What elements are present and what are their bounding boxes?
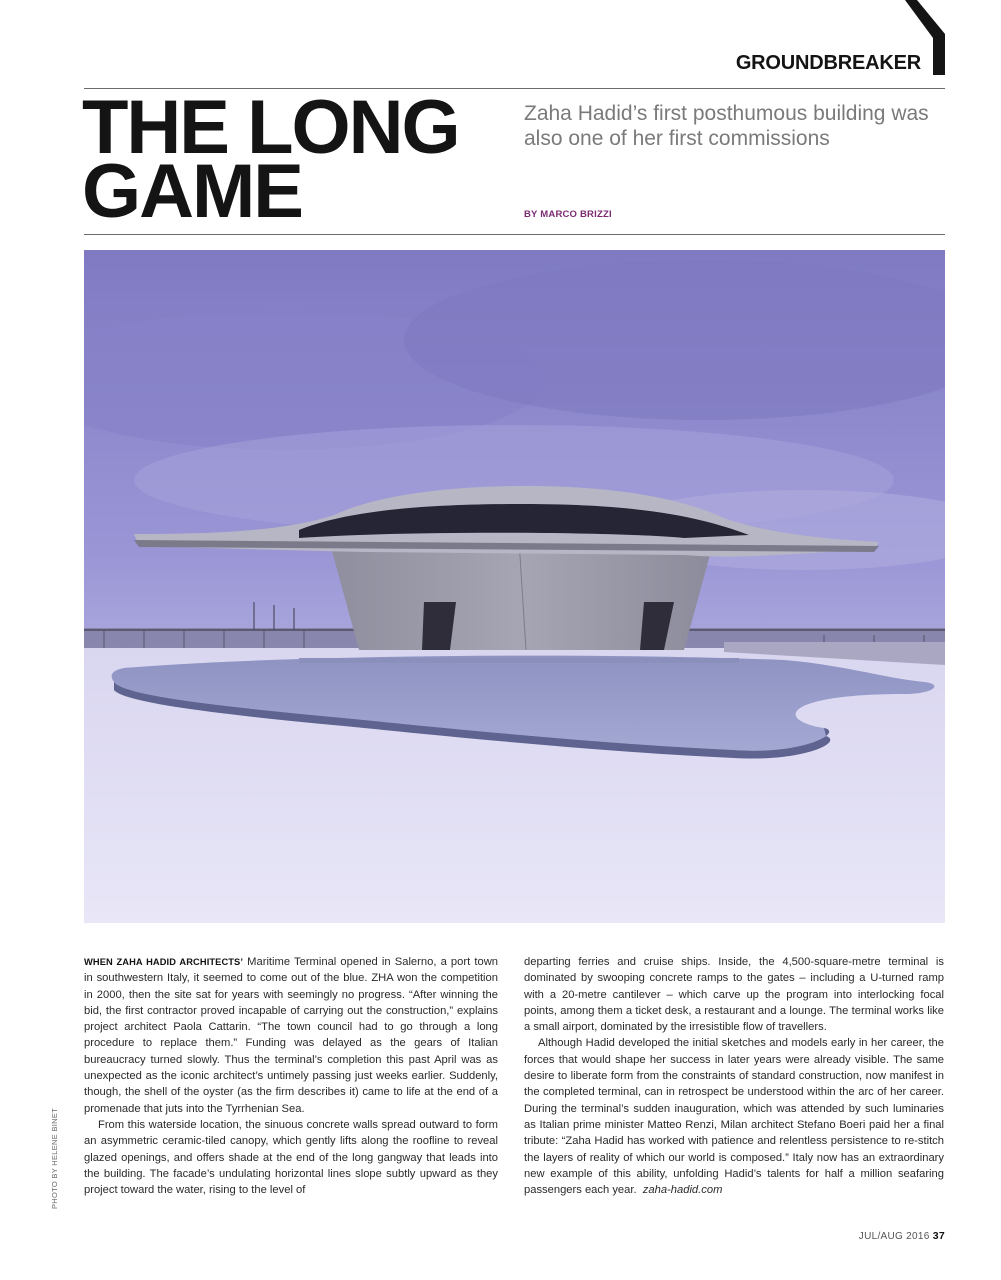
folio [859, 1230, 945, 1242]
issue-date: JUL/AUG 2016 [858, 1231, 930, 1242]
headline-line-2: GAME [82, 149, 302, 234]
paragraph: WHEN ZAHA HADID ARCHITECTS’ Maritime Terminal opened in Salerno, a port town in southwestern Italy, it seemed to come out of the blue. ZHA won the competition in 2000, then the site sat for years with seemingly no progress. “After winning the bid, the first contractor proved incapable of carrying out the construction,” explains project architect Paola Cattarin. “The town council had to go through a long procedure to replace them.” Funding was delayed as the gears of Italian bureaucracy turned slowly. Thus the terminal’s completion this past April was as unexpected as the iconic architect’s untimely passing just weeks earlier. Suddenly, though, the shell of the oyster (as the firm describes it) came to life at the end of a promenade that juts into the Tyrrhenian Sea. [84, 956, 498, 1115]
hero-photo [84, 250, 945, 923]
headline-line-1: THE LONG [82, 85, 459, 170]
terminal-illustration [84, 250, 945, 923]
website-signoff[interactable]: zaha-hadid.com [642, 1184, 723, 1197]
deck-subtitle: Zaha Hadid’s first posthumous building was also one of her first commissions [524, 102, 929, 150]
body-column-left [84, 954, 498, 1198]
body-column-right [524, 954, 944, 1198]
header-divider [84, 234, 945, 235]
photo-credit: PHOTO BY HELENE BINET [50, 1107, 59, 1209]
section-label: GROUNDBREAKER [735, 52, 921, 74]
byline: BY MARCO BRIZZI [524, 209, 612, 220]
lead-in: WHEN ZAHA HADID ARCHITECTS’ [84, 957, 244, 967]
page-number: 37 [932, 1230, 945, 1242]
paragraph: Although Hadid developed the initial sketches and models early in her career, the forces that would shape her success in later years were already visible. The same desire to liberate form from the constraints of standard construction, now manifest in the completed terminal, can in retrospect be understood within the arc of her career. During the terminal’s sudden inauguration, which was attended by such luminaries as Italian prime minister Matteo Renzi, Milan architect Stefano Boeri paid her a final tribute: “Zaha Hadid has worked with patience and relentless persistence to re-stitch the layers of reality of which our world is composed.” Italy now has an extraordinary new example of this ability, unfolding Hadid’s talents for half a million seafaring passengers each year. zaha-hadid.com [524, 1037, 944, 1197]
paragraph: departing ferries and cruise ships. Inside, the 4,500-square-metre terminal is dominated by swooping concrete ramps to the gates – including a U-turned ramp with a 20-metre cantilever – which carve up the program into interlocking focal points, among them a ticket desk, a restaurant and a lounge. The terminal works like a small airport, dominated by the irresistible flow of travellers. [524, 956, 944, 1034]
headline [82, 85, 459, 234]
paragraph: From this waterside location, the sinuous concrete walls spread outward to form an asymmetric ceramic-tiled canopy, which gently lifts along the roofline to reveal glazed openings, and offers shade at the end of the long gangway that leads into the building. The facade’s undulating horizontal lines slope subtly upward as they project toward the water, rising to the level of [84, 1118, 498, 1197]
